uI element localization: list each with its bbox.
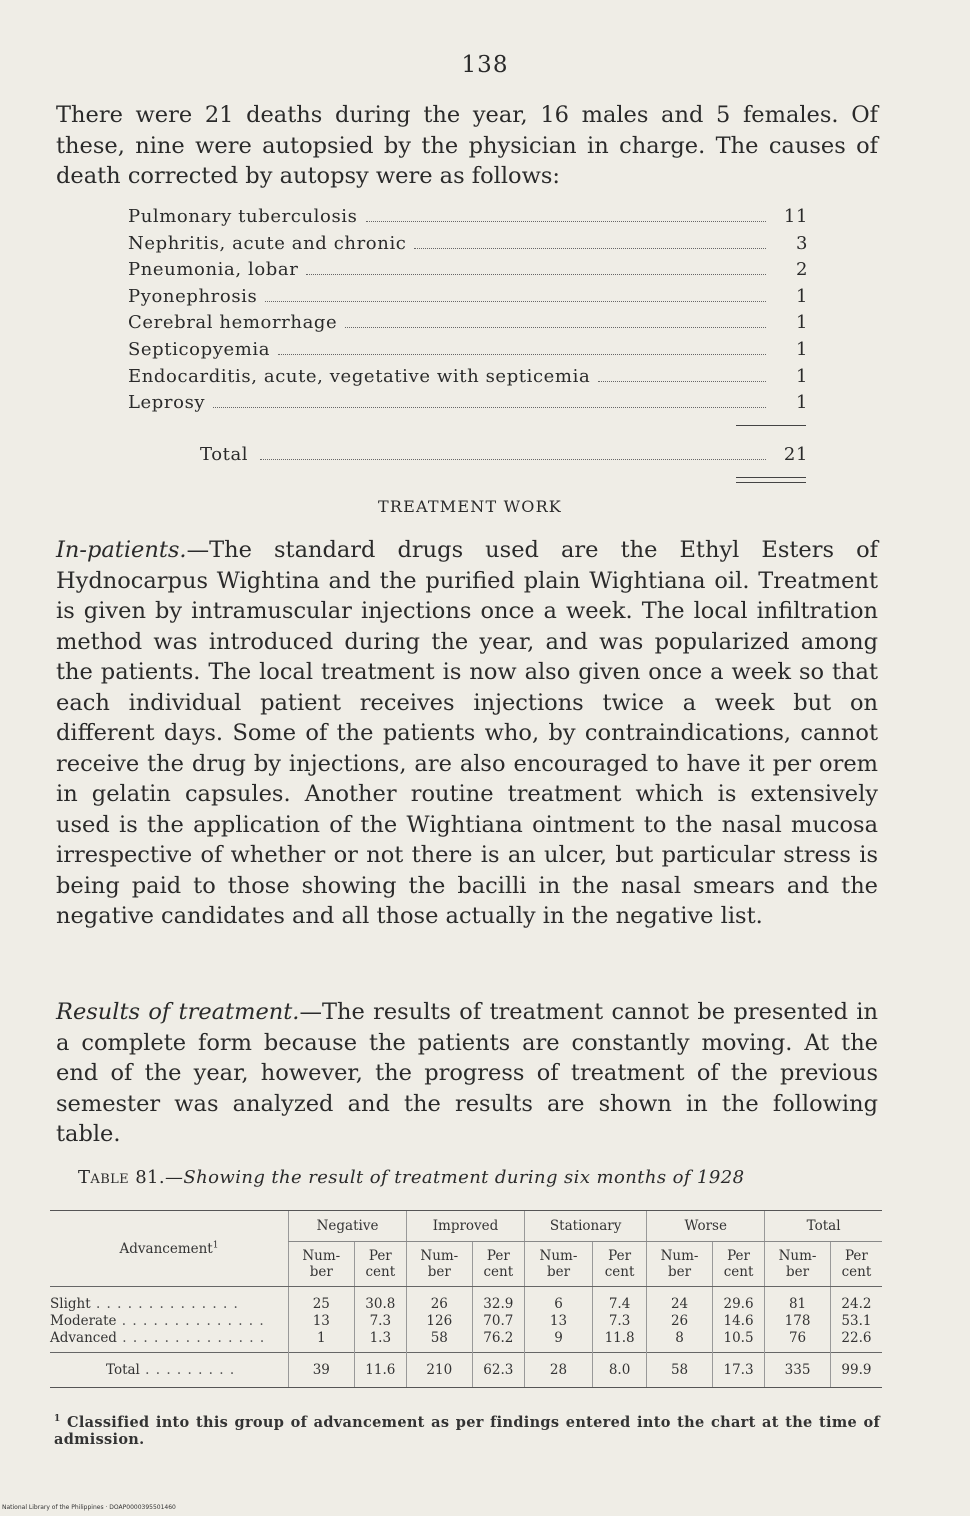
table-caption-label: Table 81.: [78, 1167, 166, 1188]
death-count: 1: [795, 338, 808, 360]
leader-dots: [598, 380, 766, 382]
total-label: Total: [106, 1362, 140, 1378]
death-row: [128, 339, 808, 366]
death-row: [128, 312, 808, 339]
percent-cell: 14.6: [712, 1312, 764, 1329]
death-count: 3: [795, 232, 808, 254]
number-cell: 1: [289, 1329, 355, 1353]
death-row: [128, 259, 808, 286]
sub-header-number: Num- ber: [647, 1242, 713, 1287]
stub-header: [50, 1211, 289, 1287]
death-cause: Septicopyemia: [128, 338, 271, 360]
death-count: 1: [795, 312, 808, 334]
results-run-in: Results of treatment.: [56, 999, 300, 1025]
number-cell: 26: [647, 1312, 713, 1329]
group-header-improved: Improved: [407, 1211, 525, 1242]
leader-dots: [278, 353, 766, 355]
percent-cell: 1.3: [354, 1329, 406, 1353]
sub-header-percent: Per cent: [354, 1242, 406, 1287]
inpatients-paragraph: [56, 535, 878, 932]
percent-cell: 24.2: [830, 1287, 882, 1313]
row-label-cell: [50, 1287, 289, 1313]
group-header-stationary: Stationary: [525, 1211, 647, 1242]
number-cell: 126: [407, 1312, 473, 1329]
percent-cell: 70.7: [472, 1312, 524, 1329]
table-footnote: [54, 1414, 880, 1448]
inpatients-run-in: In-patients.: [56, 537, 187, 563]
table-row: [50, 1312, 882, 1329]
death-cause: Nephritis, acute and chronic: [128, 232, 407, 254]
leader-dots: [345, 326, 766, 328]
group-header-negative: Negative: [289, 1211, 407, 1242]
death-row: [128, 366, 808, 393]
total-number-cell: 39: [289, 1353, 355, 1388]
results-paragraph: [56, 997, 878, 1150]
sub-header-number: Num- ber: [765, 1242, 831, 1287]
leader-dots: [213, 406, 766, 408]
number-cell: 13: [525, 1312, 593, 1329]
number-cell: 13: [289, 1312, 355, 1329]
footnote-mark: 1: [54, 1414, 61, 1425]
percent-cell: 7.3: [354, 1312, 406, 1329]
death-count: 2: [795, 259, 808, 281]
death-row: [128, 206, 808, 233]
total-number-cell: 28: [525, 1353, 593, 1388]
percent-cell: 11.8: [592, 1329, 646, 1353]
number-cell: 76: [765, 1329, 831, 1353]
death-row: [128, 233, 808, 260]
number-cell: 9: [525, 1329, 593, 1353]
table-caption-text: —Showing the result of treatment during six months of 1928: [165, 1167, 745, 1188]
number-cell: 24: [647, 1287, 713, 1313]
sub-header-percent: Per cent: [472, 1242, 524, 1287]
death-count: 1: [795, 392, 808, 414]
leader-dots: [260, 458, 766, 460]
leader-dots: . . . . . . . . . . . . . .: [90, 1295, 239, 1312]
table-group-header-row: [50, 1211, 882, 1242]
number-cell: 58: [407, 1329, 473, 1353]
group-header-total: Total: [765, 1211, 882, 1242]
group-header-worse: Worse: [647, 1211, 765, 1242]
number-cell: 6: [525, 1287, 593, 1313]
table-total-row: [50, 1353, 882, 1388]
row-label: Advanced: [50, 1329, 117, 1346]
total-number-cell: 58: [647, 1353, 713, 1388]
percent-cell: 7.3: [592, 1312, 646, 1329]
leader-dots: [265, 300, 766, 302]
row-label-cell: [50, 1329, 289, 1353]
death-cause: Pneumonia, lobar: [128, 259, 299, 281]
number-cell: 25: [289, 1287, 355, 1313]
death-count: 1: [795, 365, 808, 387]
footnote-text: Classified into this group of advancement as per findings entered into the chart at the time of admission.: [54, 1414, 880, 1448]
death-cause: Endocarditis, acute, vegetative with septicemia: [128, 365, 591, 387]
leader-dots: [366, 220, 767, 222]
total-percent-cell: 62.3: [472, 1353, 524, 1388]
death-count: 1: [795, 285, 808, 307]
death-row: [128, 286, 808, 313]
page-number: 138: [461, 52, 509, 78]
percent-cell: 30.8: [354, 1287, 406, 1313]
row-label: Slight: [50, 1295, 91, 1312]
percent-cell: 29.6: [712, 1287, 764, 1313]
percent-cell: 10.5: [712, 1329, 764, 1353]
row-label-cell: [50, 1312, 289, 1329]
causes-of-death-list: [128, 206, 808, 419]
leader-dots: . . . . . . . . . . . . . .: [116, 1312, 265, 1329]
table-body: [50, 1287, 882, 1353]
percent-cell: 76.2: [472, 1329, 524, 1353]
sum-rule: [736, 425, 806, 426]
total-number-cell: 335: [765, 1353, 831, 1388]
total-percent-cell: 17.3: [712, 1353, 764, 1388]
death-cause: Pyonephrosis: [128, 285, 258, 307]
sub-header-percent: Per cent: [592, 1242, 646, 1287]
total-percent-cell: 99.9: [830, 1353, 882, 1388]
results-text: —The results of treatment cannot be presented in a complete form because the patients are constantly moving. At the end of the year, however, the progress of treatment of the previous semester was analyzed and the results are shown in the following table.: [56, 999, 878, 1147]
table-caption: [78, 1167, 878, 1188]
death-cause: Leprosy: [128, 392, 206, 414]
deaths-total-label: Total: [200, 444, 249, 465]
intro-paragraph: There were 21 deaths during the year, 16 males and 5 females. Of these, nine were autopsied by the physician in charge. The causes of death corrected by autopsy were as follows:: [56, 102, 878, 189]
leader-dots: [306, 273, 766, 275]
row-label: Moderate: [50, 1312, 117, 1329]
sub-header-number: Num- ber: [525, 1242, 593, 1287]
sub-header-number: Num- ber: [289, 1242, 355, 1287]
results-table: [50, 1210, 882, 1388]
total-number-cell: 210: [407, 1353, 473, 1388]
number-cell: 178: [765, 1312, 831, 1329]
percent-cell: 7.4: [592, 1287, 646, 1313]
deaths-total-row: [200, 444, 808, 465]
total-double-rule: [736, 477, 806, 483]
percent-cell: 22.6: [830, 1329, 882, 1353]
leader-dots: [414, 247, 766, 249]
leader-dots: . . . . . . . . .: [139, 1362, 236, 1378]
death-row: [128, 392, 808, 419]
death-cause: Cerebral hemorrhage: [128, 312, 338, 334]
stub-header-label: Advancement: [119, 1240, 213, 1257]
inpatients-text: —The standard drugs used are the Ethyl Esters of Hydnocarpus Wightina and the purified plain Wightiana oil. Treatment is given by intramuscular injections once a week. The local infiltration method was introduced during the year, and was popularized among the patients. The local treatment is now also given once a week so that each individual patient receives injections twice a week but on different days. Some of the patients who, by contraindications, cannot receive the drug by injections, are also encouraged to have it per orem in gelatin capsules. Another routine treatment which is extensively used is the application of the Wightiana ointment to the nasal mucosa irrespective of whether or not there is an ulcer, but particular stress is being paid to those showing the bacilli in the nasal smears and the negative candidates and all those actually in the negative list.: [56, 537, 878, 929]
table-row: [50, 1287, 882, 1313]
footnote-mark: 1: [212, 1240, 219, 1250]
death-count: 11: [783, 206, 808, 227]
sub-header-percent: Per cent: [712, 1242, 764, 1287]
leader-dots: . . . . . . . . . . . . . .: [116, 1329, 266, 1346]
percent-cell: 32.9: [472, 1287, 524, 1313]
section-heading: TREATMENT WORK: [378, 497, 562, 516]
deaths-total-value: 21: [783, 444, 808, 465]
table-row: [50, 1329, 882, 1353]
scan-credit: National Library of the Philippines · DOAP0000395501460: [2, 1504, 176, 1511]
total-label-cell: [50, 1353, 289, 1388]
number-cell: 81: [765, 1287, 831, 1313]
number-cell: 26: [407, 1287, 473, 1313]
total-percent-cell: 11.6: [354, 1353, 406, 1388]
total-percent-cell: 8.0: [592, 1353, 646, 1388]
number-cell: 8: [647, 1329, 713, 1353]
percent-cell: 53.1: [830, 1312, 882, 1329]
sub-header-number: Num- ber: [407, 1242, 473, 1287]
death-cause: Pulmonary tuberculosis: [128, 206, 358, 227]
sub-header-percent: Per cent: [830, 1242, 882, 1287]
